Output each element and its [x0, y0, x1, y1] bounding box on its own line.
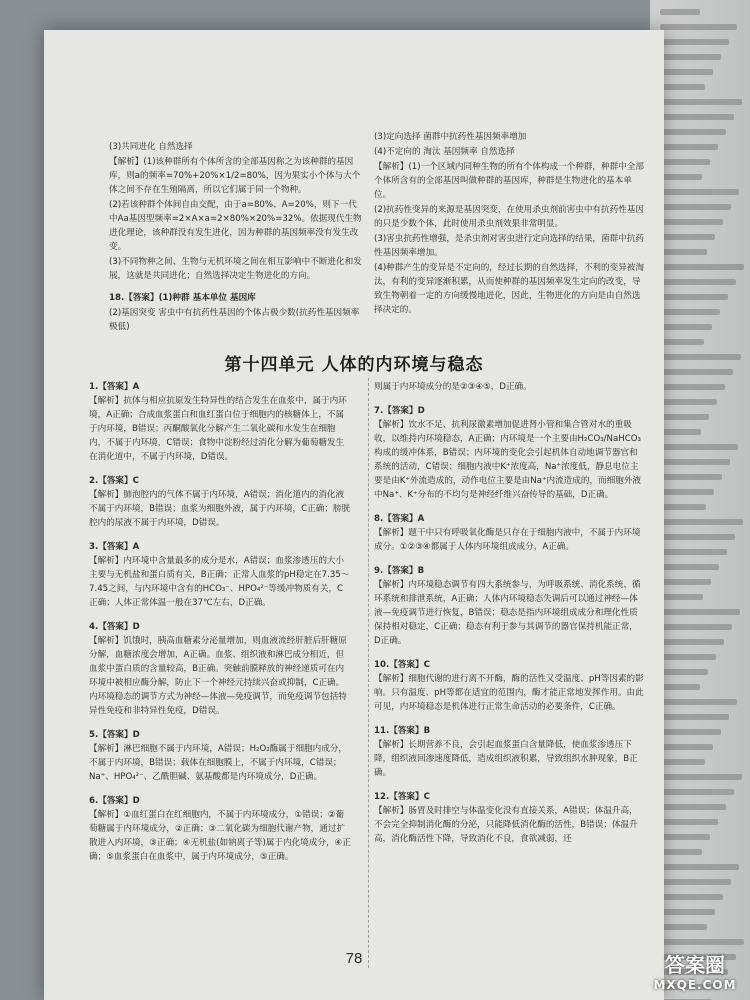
column-divider [368, 378, 369, 968]
text-line: (2)抗药性变异的来源是基因突变，在使用杀虫剂前害虫中有抗药性基因的只是少数个体，此时使用杀虫剂效果非常明显。 [374, 205, 644, 229]
text-line: 【解析】(1)该种群所有个体所含的全部基因称之为该种群的基因库，则a的频率=70%+20%×1/2=80%，因为果实小个体与大个体之间不存在生殖隔离，所以它们属于同一个物种。 [109, 157, 361, 195]
watermark-logo [640, 949, 750, 992]
blurred-text-line [660, 699, 737, 705]
explanation: 【解析】肺泡腔内的气体不属于内环境，A错误；消化道内的消化液不属于内环境，B错误；血浆为细胞外液，属于内环境，C正确；膀胱腔内的尿液不属于内环境，D错误。 [89, 490, 351, 528]
answer-item [374, 380, 644, 394]
text-line: (2)基因突变 害虫中有抗药性基因的个体占极少数(抗药性基因频率极低) [109, 308, 360, 332]
answer-label: 11.【答案】B [374, 726, 431, 736]
blurred-text-line [660, 39, 729, 45]
text-line: (3)共同进化 自然选择 [109, 142, 193, 152]
blurred-text-line [660, 399, 717, 405]
blurred-text-line [660, 414, 709, 420]
blurred-text-line [660, 69, 713, 75]
answer-item [374, 404, 644, 502]
answer-item [89, 794, 351, 864]
blurred-text-line [660, 459, 730, 465]
blurred-text-line [660, 24, 737, 30]
explanation: 【解析】细胞代谢的进行离不开酶，酶的活性又受温度、pH等因素的影响。只有温度、pH等都在适宜的范围内，酶才能正常地发挥作用。由此可见，内环境稳态是机体进行正常生命活动的必要条件，C正确。 [374, 674, 644, 712]
blurred-text-line [660, 549, 727, 555]
blurred-text-line [660, 774, 742, 780]
blurred-text-line [660, 624, 732, 630]
explanation: 【解析】淋巴细胞不属于内环境，A错误；H₂O₂酶属于细胞内成分，不属于内环境，B错误；载体在细胞膜上，不属于内环境，C错误；Na⁺、HPO₄²⁻、乙酰胆碱、氨基酸都是内环境成分，D正确。 [89, 744, 348, 782]
answer-label: 12.【答案】C [374, 792, 430, 802]
answer-label: 6.【答案】D [89, 796, 140, 806]
blurred-text-line [660, 909, 715, 915]
blurred-text-line [660, 504, 706, 510]
watermark-text: 答案圈 [665, 953, 725, 977]
text-line: (3)不同物种之间、生物与无机环境之间在相互影响中不断进化和发展，这就是共同进化；自然选择决定生物进化的方向。 [109, 257, 362, 281]
blurred-text-line [660, 189, 739, 195]
blurred-text-line [660, 249, 707, 255]
explanation: 【解析】肠胃及时排空与体温变化没有直接关系，A错误；体温升高，不会完全抑制消化酶的分泌，只能降低消化酶的活性，B错误；体温升高，消化酶活性下降，导致消化不良，食欲减弱，还 [374, 806, 638, 844]
answer-item [374, 790, 644, 846]
text-line: (4)种群产生的变异是不定向的，经过长期的自然选择，不利的变异被淘汰，有利的变异逐渐积累，从而使种群的基因频率发生定向的改变，导致生物朝着一定的方向缓慢地进化，因此，生物进化的方向是由自然选择决定的。 [374, 263, 644, 315]
blurred-text-line [660, 294, 728, 300]
blurred-text-line [660, 579, 711, 585]
blurred-text-line [660, 804, 726, 810]
blurred-text-line [660, 84, 705, 90]
explanation: 【解析】饮水不足、抗利尿激素增加促进肾小管和集合管对水的重吸收，以维持内环境稳态，A正确；内环境是一个主要由H₂CO₃/NaHCO₃构成的缓冲体系，B错误；内环境的变化会引起机体自动地调节器官和系统的活动，C错误；细胞内液中K⁺浓度高，Na⁺浓度低，静息电位主要是由K⁺外流造成的，动作电位主要是由Na⁺内流造成的，而细胞外液中Na⁺、K⁺分布的不均匀是神经纤维兴奋传导的基础，D正确。 [374, 420, 642, 500]
blurred-text-line [660, 654, 716, 660]
answer-label: 10.【答案】C [374, 660, 430, 670]
blurred-text-line [660, 384, 725, 390]
explanation: 【解析】抗体与相应抗原发生特异性的结合发生在血浆中，属于内环境，A正确；合成血浆蛋白和血红蛋白位于细胞内的核糖体上，不属于内环境，B错误；丙酮酸氧化分解产生二氧化碳和水发生在细胞内，不属于内环境，C错误；食物中淀粉经过消化分解为葡萄糖发生在消化道中，不属于内环境，D错误。 [89, 396, 347, 462]
blurred-text-line [660, 99, 742, 105]
blurred-text-line [660, 354, 741, 360]
answer-label: 2.【答案】C [89, 476, 139, 486]
blurred-text-line [660, 639, 724, 645]
text-line: (2)若该种群个体间自由交配，由于a=80%、A=20%，则下一代中Aa基因型频率=2×A×a=2×80%×20%=32%。依据现代生物进化理论，该种群没有发生进化，因为种群的基因频率没有发生改变。 [109, 200, 362, 252]
explanation: 则属于内环境成分的是②③④⑤，D正确。 [374, 382, 532, 392]
blurred-text-line [660, 834, 710, 840]
blurred-text-line [660, 609, 740, 615]
blurred-text-line [660, 324, 712, 330]
blurred-text-line [660, 939, 744, 945]
blurred-text-line [660, 849, 702, 855]
blurred-text-line [660, 429, 701, 435]
blurred-text-line [660, 879, 731, 885]
text-line: (3)害虫抗药性增强，是杀虫剂对害虫进行定向选择的结果，菌群中抗药性基因频率增加。 [374, 234, 644, 258]
blurred-text-line [660, 309, 720, 315]
right-column [374, 380, 644, 856]
blurred-text-line [660, 759, 705, 765]
answer-item [89, 620, 351, 718]
answer-item [374, 564, 644, 648]
answer-label: 5.【答案】D [89, 730, 140, 740]
blurred-text-line [660, 279, 736, 285]
text-line: (3)定向选择 菌群中抗药性基因频率增加 [374, 132, 527, 142]
blurred-text-line [660, 594, 703, 600]
explanation: 【解析】内环境中含量最多的成分是水，A错误；血浆渗透压的大小主要与无机盐和蛋白质有关，B正确；正常人血浆的pH稳定在7.35～7.45之间，与内环境中含有的HCO₃⁻、HPO₄²⁻等缓冲物质有关，C正确；人体正常体温一般在37℃左右，D正确。 [89, 556, 350, 608]
blurred-text-line [660, 129, 726, 135]
blurred-text-line [660, 564, 719, 570]
watermark-url: MXQE.COM [653, 978, 737, 992]
answer-label: 3.【答案】A [89, 542, 140, 552]
text-line: (4)不定向的 淘汰 基因频率 自然选择 [374, 147, 515, 157]
explanation: 【解析】内环境稳态调节有四大系统参与，为呼吸系统、消化系统、循环系统和排泄系统，A正确；人体内环境稳态失调后可以通过神经—体液—免疫调节进行恢复，B错误；稳态是指内环境组成成分和理化性质保持相对稳定，C正确；稳态有利于参与其调节的器官保持机能正常，D正确。 [374, 580, 641, 646]
text-line: 【解析】(1)一个区域内同种生物的所有个体构成一个种群，种群中全部个体所含有的全部基因叫做种群的基因库，种群是生物进化的基本单位。 [374, 162, 644, 200]
blurred-text-line [660, 669, 708, 675]
answer-label: 4.【答案】D [89, 622, 140, 632]
book-page [44, 30, 664, 1000]
top-right-section [374, 130, 644, 318]
answer-label: 1.【答案】A [89, 382, 140, 392]
blurred-text-line [660, 744, 713, 750]
blurred-text-line [660, 729, 721, 735]
page-number: 78 [345, 950, 363, 967]
top-left-section [109, 140, 364, 335]
answer-label: 7.【答案】D [374, 406, 425, 416]
blurred-text-line [660, 714, 729, 720]
blurred-text-line [660, 114, 734, 120]
answer-item [89, 728, 351, 784]
blurred-text-line [660, 894, 723, 900]
blurred-text-line [660, 234, 715, 240]
adjacent-page [650, 0, 750, 1000]
answer-label: 8.【答案】A [374, 514, 425, 524]
blurred-text-line [660, 159, 710, 165]
blurred-text-line [660, 789, 734, 795]
blurred-text-line [660, 534, 735, 540]
explanation: 【解析】长期营养不良，会引起血浆蛋白含量降低，使血浆渗透压下降，组织液回渗速度降低，造成组织液积累，导致组织水肿现象，B正确。 [374, 740, 638, 778]
left-column [89, 380, 351, 874]
blurred-text-line [660, 684, 700, 690]
blurred-text-line [660, 54, 721, 60]
answer-item [89, 474, 351, 530]
blurred-text-line [660, 144, 718, 150]
blurred-text-line [660, 204, 731, 210]
blurred-text-line [660, 174, 702, 180]
blurred-text-line [660, 519, 743, 525]
answer-item [374, 658, 644, 714]
answer-item [374, 512, 644, 554]
explanation: 【解析】题干中只有呼吸氧化酶是只存在于细胞内液中，不属于内环境成分。①②③④都属于人体内环境组成成分，A正确。 [374, 528, 641, 552]
answer-item [89, 380, 351, 464]
blurred-text-line [660, 444, 738, 450]
blurred-text-line [660, 819, 718, 825]
answer-item [89, 540, 351, 610]
blurred-text-line [660, 219, 723, 225]
blurred-text-line [660, 474, 722, 480]
blurred-text-line [660, 9, 700, 15]
answer-label: 9.【答案】B [374, 566, 425, 576]
blurred-text-line [660, 339, 704, 345]
blurred-text-line [660, 489, 714, 495]
answer-18: 18.【答案】(1)种群 基本单位 基因库 [109, 293, 256, 303]
blurred-text-line [660, 369, 733, 375]
answer-item [374, 724, 644, 780]
unit-title: 第十四单元 人体的内环境与稳态 [224, 355, 484, 375]
blurred-text-line [660, 264, 744, 270]
explanation: 【解析】饥饿时，胰高血糖素分泌量增加，则血液流经肝脏后肝糖原分解，血糖浓度会增加，A正确。血浆、组织液和淋巴成分相近，但血浆中蛋白质的含量较高，B正确。突触前膜释放的神经递质可在内环境中被相应酶分解，防止下一个神经元持续兴奋或抑制，C正确。内环境稳态的调节方式为神经—体液—免疫调节，而免疫调节包括特异性免疫和非特异性免疫，D错误。 [89, 636, 347, 716]
blurred-text-line [660, 864, 739, 870]
blurred-text-line [660, 924, 707, 930]
explanation: 【解析】①血红蛋白在红细胞内，不属于内环境成分，①错误；②葡萄糖属于内环境成分，②正确；③二氧化碳为细胞代谢产物，通过扩散进入内环境，③正确；④无机盐(如钠离子等)属于内化境成分，④正确；⑤血浆蛋白在血浆中，属于内环境成分，⑤正确。 [89, 810, 351, 862]
